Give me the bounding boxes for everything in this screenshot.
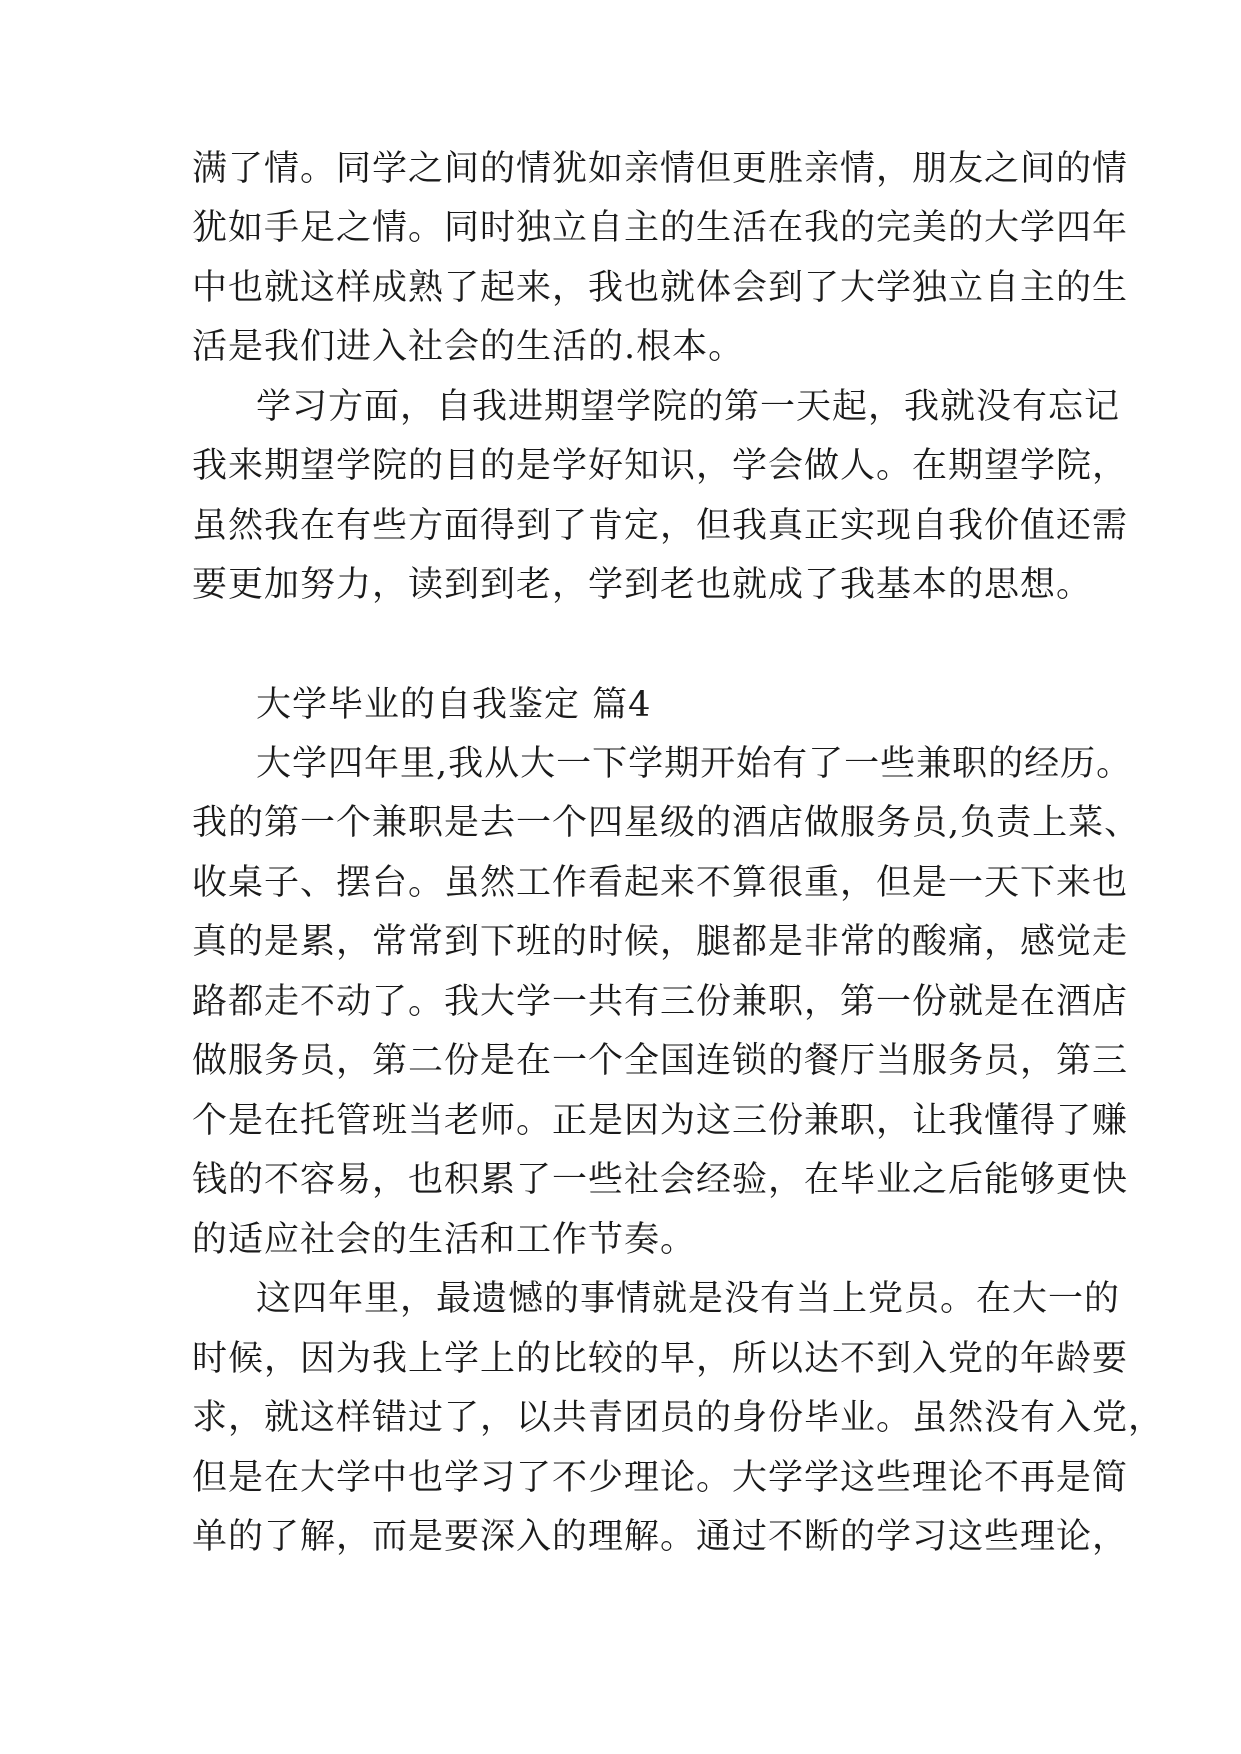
text-line: 满了情。同学之间的情犹如亲情但更胜亲情，朋友之间的情 [192,149,1129,189]
text-line: 活是我们进入社会的生活的.根本。 [192,327,745,367]
text-line: 时候，因为我上学上的比较的早，所以达不到入党的年龄要 [192,1339,1129,1379]
section-heading: 大学毕业的自我鉴定 篇4 [256,685,652,725]
text-line: 但是在大学中也学习了不少理论。大学学这些理论不再是简 [192,1458,1129,1498]
paragraph-first-line: 学习方面，自我进期望学院的第一天起，我就没有忘记 [256,387,1121,427]
text-line: 钱的不容易，也积累了一些社会经验，在毕业之后能够更快 [192,1160,1129,1200]
text-line: 的适应社会的生活和工作节奏。 [192,1220,697,1260]
paragraph-first-line: 这四年里，最遗憾的事情就是没有当上党员。在大一的 [256,1279,1121,1319]
text-line: 中也就这样成熟了起来，我也就体会到了大学独立自主的生 [192,268,1129,308]
text-line: 单的了解，而是要深入的理解。通过不断的学习这些理论， [192,1517,1129,1557]
text-line: 收桌子、摆台。虽然工作看起来不算很重，但是一天下来也 [192,863,1129,903]
text-line: 做服务员，第二份是在一个全国连锁的餐厅当服务员，第三 [192,1041,1129,1081]
text-line: 真的是累，常常到下班的时候，腿都是非常的酸痛，感觉走 [192,922,1129,962]
text-line: 求，就这样错过了，以共青团员的身份毕业。虽然没有入党， [192,1398,1165,1438]
text-line: 犹如手足之情。同时独立自主的生活在我的完美的大学四年 [192,208,1129,248]
text-line: 个是在托管班当老师。正是因为这三份兼职，让我懂得了赚 [192,1101,1129,1141]
text-line: 虽然我在有些方面得到了肯定，但我真正实现自我价值还需 [192,506,1129,546]
text-line: 路都走不动了。我大学一共有三份兼职，第一份就是在酒店 [192,982,1129,1022]
text-line: 我来期望学院的目的是学好知识，学会做人。在期望学院， [192,446,1129,486]
paragraph-first-line: 大学四年里,我从大一下学期开始有了一些兼职的经历。 [256,744,1133,784]
text-line: 要更加努力，读到到老，学到老也就成了我基本的思想。 [192,565,1093,605]
text-line: 我的第一个兼职是去一个四星级的酒店做服务员,负责上菜、 [192,803,1141,843]
